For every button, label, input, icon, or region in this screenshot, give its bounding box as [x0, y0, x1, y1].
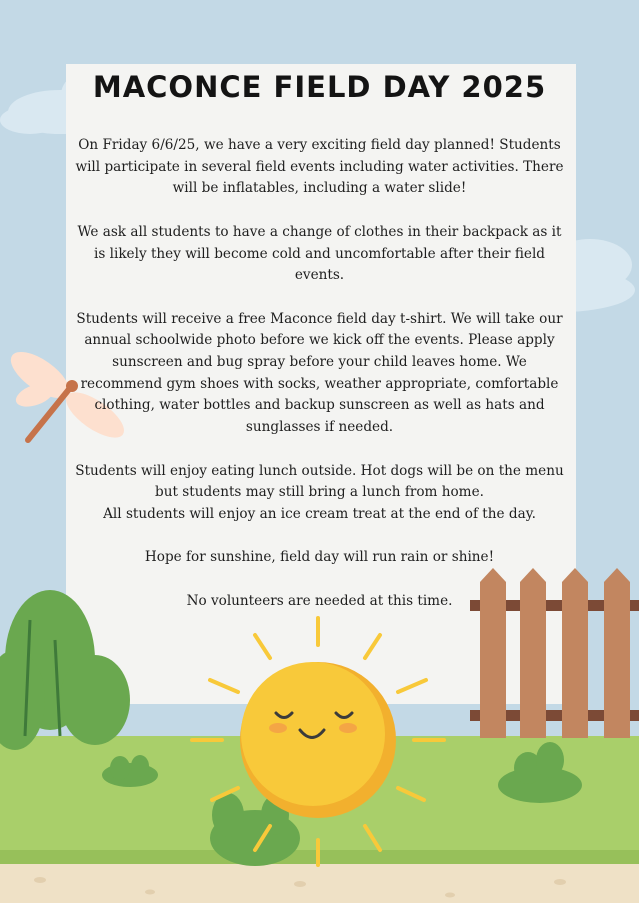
paragraph-lunch — [72, 461, 567, 526]
paragraph-clothes: We ask all students to have a change of clothes in their backpack as it is likely they will become cold and uncomfortable after their field events. — [77, 223, 562, 284]
paragraph-tshirt-sunscreen: Students will receive a free Maconce field day t-shirt. We will take our annual schoolwide photo before we kick off the events. Please apply sunscreen and bug spray before your child leaves home. We recommend gym shoes with socks, weather appropriate, comfortable clothing, water bottles and backup sunscreen as well as hats and sunglasses if needed. — [76, 310, 563, 436]
paragraph-event-intro: On Friday 6/6/25, we have a very exciting field day planned! Students will participate in several field events including water activities. There will be inflatables, including a water slide! — [75, 137, 564, 197]
flyer-body — [72, 135, 567, 612]
flyer-title: MACONCE FIELD DAY 2025 — [92, 70, 547, 104]
ice-cream-line: All students will enjoy an ice cream treat at the end of the day. — [103, 505, 536, 522]
paragraph-rain-or-shine: Hope for sunshine, field day will run rain or shine! — [144, 549, 495, 566]
paragraph-volunteers: No volunteers are needed at this time. — [186, 592, 453, 609]
lunch-line: Students will enjoy eating lunch outside. Hot dogs will be on the menu but students may still bring a lunch from home. — [75, 462, 564, 501]
